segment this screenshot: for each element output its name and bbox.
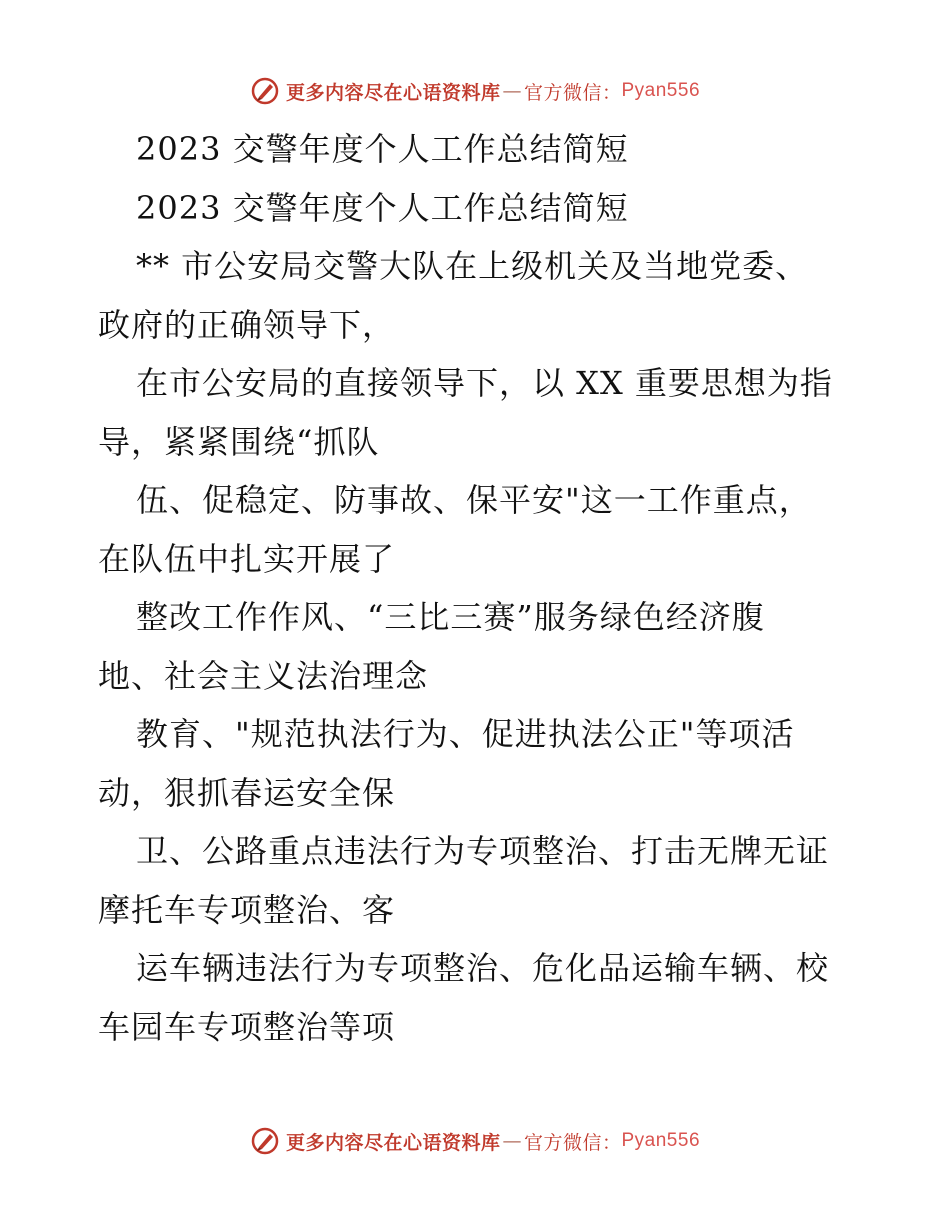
footer-watermark	[0, 1121, 950, 1161]
library-text: 更多内容尽在心语资料库	[285, 1131, 501, 1154]
wechat-id: Pyan556	[621, 1130, 701, 1151]
text-line: 2023 交警年度个人工作总结简短	[136, 188, 629, 227]
text-line: 教育、"规范执法行为、促进执法公正"等项活	[136, 715, 795, 753]
text-line: 摩托车专项整治、客	[98, 890, 396, 929]
text-line: 运车辆违法行为专项整治、危化品运输车辆、校	[136, 949, 830, 987]
header-watermark	[0, 71, 950, 111]
pen-logo-icon	[250, 1126, 280, 1156]
text-line: 在队伍中扎实开展了	[98, 539, 396, 578]
text-line: 动，狠抓春运安全保	[98, 773, 396, 812]
text-line: 政府的正确领导下，	[98, 305, 396, 344]
text-line: 在市公安局的直接领导下，以 XX 重要思想为指	[136, 364, 833, 402]
separator-dash: —	[502, 1130, 522, 1152]
wechat-label: 官方微信：	[523, 81, 622, 104]
text-line: 伍、促稳定、防事故、保平安"这一工作重点，	[136, 481, 812, 519]
wechat-label: 官方微信：	[523, 1131, 622, 1154]
text-line: ** 市公安局交警大队在上级机关及当地党委、	[136, 247, 809, 285]
document-body	[98, 120, 858, 1056]
wechat-id: Pyan556	[621, 80, 701, 101]
text-line: 整改工作作风、“三比三赛”服务绿色经济腹	[136, 598, 765, 636]
library-text: 更多内容尽在心语资料库	[285, 81, 501, 104]
text-line: 车园车专项整治等项	[98, 1007, 396, 1046]
pen-logo-icon	[250, 76, 280, 106]
text-line: 导，紧紧围绕“抓队	[98, 422, 380, 461]
text-line: 地、社会主义法治理念	[98, 656, 429, 695]
separator-dash: —	[502, 80, 522, 102]
text-line: 2023 交警年度个人工作总结简短	[136, 130, 629, 168]
text-line: 卫、公路重点违法行为专项整治、打击无牌无证	[136, 832, 830, 870]
